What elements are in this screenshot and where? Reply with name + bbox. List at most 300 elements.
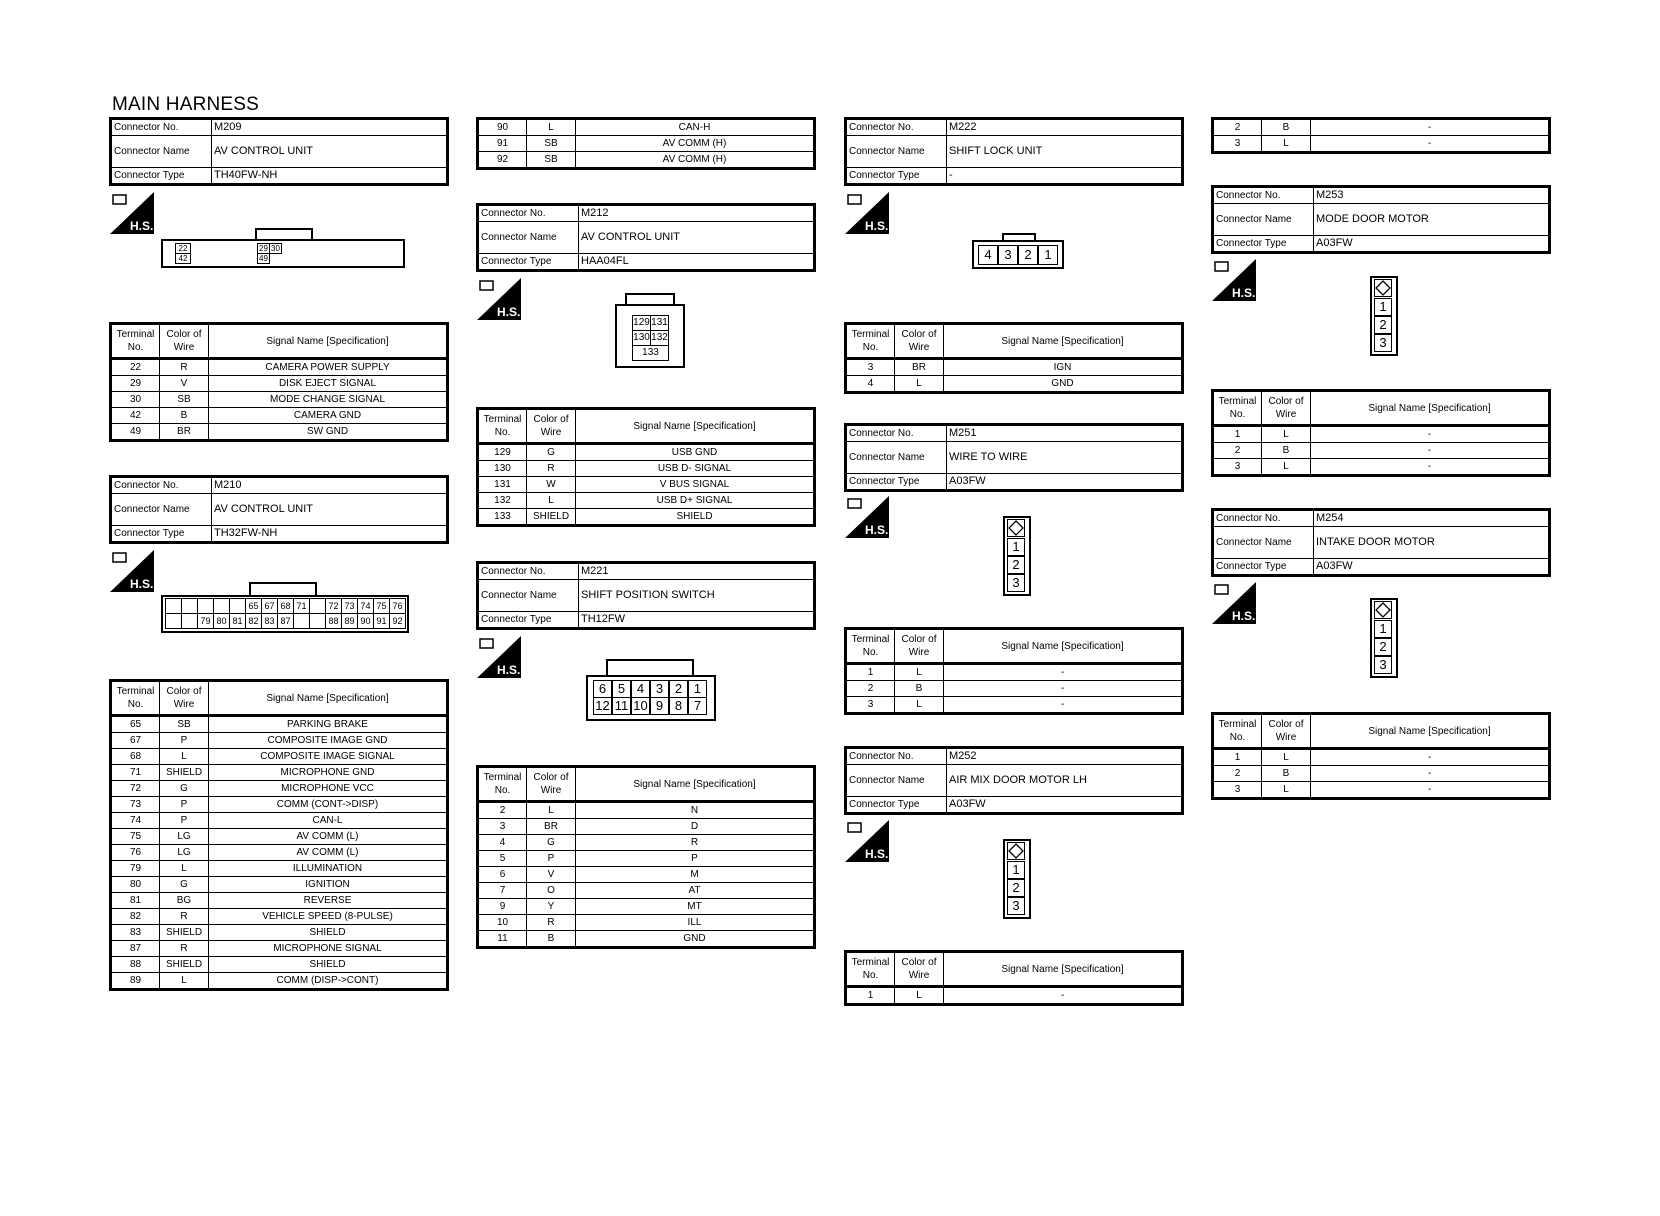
harness-side-icon <box>477 278 521 320</box>
signal-name-cell: CAN-H <box>576 119 815 136</box>
wire-color-cell: LG <box>160 829 209 845</box>
signal-name-cell: - <box>944 987 1183 1005</box>
pin: 1 <box>1374 298 1392 316</box>
wire-color-cell: R <box>160 941 209 957</box>
pin: 79 <box>197 613 214 629</box>
pin: 3 <box>1374 656 1392 674</box>
terminal-no-cell: 3 <box>1213 459 1262 476</box>
table-row <box>111 376 448 392</box>
terminal-no-header: Terminal No. <box>1213 391 1262 426</box>
connector-name-label: Connector Name <box>111 136 212 168</box>
pin: 1 <box>688 680 707 698</box>
table-row <box>111 733 448 749</box>
terminal-no-header: Terminal No. <box>846 629 895 664</box>
terminal-no-cell: 4 <box>846 376 895 393</box>
connector-no-label: Connector No. <box>1213 510 1314 527</box>
terminal-no-cell: 71 <box>111 765 160 781</box>
wire-color-cell: R <box>527 915 576 931</box>
table-row <box>478 819 815 835</box>
wire-color-cell: L <box>1262 426 1311 443</box>
table-row <box>478 931 815 948</box>
harness-side-icon <box>1212 259 1256 301</box>
connector-type-label: Connector Type <box>111 168 212 185</box>
harness-side-icon <box>477 636 521 678</box>
wire-color-cell: P <box>160 797 209 813</box>
signal-name-cell: IGNITION <box>209 877 448 893</box>
table-row <box>1213 766 1550 782</box>
table-row <box>111 941 448 957</box>
signal-name-cell: - <box>1311 426 1550 443</box>
wire-color-cell: V <box>527 867 576 883</box>
pin-blank <box>197 598 214 614</box>
connector-type-value: - <box>947 168 1183 185</box>
table-row <box>478 119 815 136</box>
pin: 2 <box>669 680 688 698</box>
wire-color-cell: G <box>160 877 209 893</box>
connector-m252-terminals-continued <box>1211 117 1551 154</box>
pin: 49 <box>257 253 270 264</box>
terminal-no-cell: 29 <box>111 376 160 392</box>
color-header: Color of Wire <box>527 767 576 802</box>
color-header: Color of Wire <box>1262 714 1311 749</box>
signal-name-cell: SW GND <box>209 424 448 441</box>
terminal-no-cell: 11 <box>478 931 527 948</box>
pin-blank <box>165 598 182 614</box>
pin: 73 <box>341 598 358 614</box>
connector-no-label: Connector No. <box>478 563 579 580</box>
svg-text:H.S.: H.S. <box>497 305 521 319</box>
terminal-no-cell: 68 <box>111 749 160 765</box>
pin: 2 <box>1007 879 1025 897</box>
wire-color-cell: R <box>160 359 209 376</box>
signal-name-cell: - <box>944 664 1183 681</box>
terminal-no-cell: 1 <box>846 664 895 681</box>
table-row <box>111 392 448 408</box>
connector-no-label: Connector No. <box>111 477 212 494</box>
pin: 72 <box>325 598 342 614</box>
table-row <box>111 424 448 441</box>
table-row <box>478 802 815 819</box>
pin: 42 <box>175 253 191 264</box>
connector-m212-diagram <box>615 293 687 375</box>
pin-blank <box>165 613 182 629</box>
pin: 87 <box>277 613 294 629</box>
connector-m222-terminals <box>844 322 1184 394</box>
pin: 92 <box>389 613 406 629</box>
connector-no-value: M210 <box>212 477 448 494</box>
table-row <box>111 909 448 925</box>
signal-name-cell: ILLUMINATION <box>209 861 448 877</box>
wire-color-cell: L <box>1262 749 1311 766</box>
signal-name-cell: DISK EJECT SIGNAL <box>209 376 448 392</box>
pin: 1 <box>1007 538 1025 556</box>
table-row <box>111 861 448 877</box>
terminal-no-cell: 67 <box>111 733 160 749</box>
pin: 12 <box>593 697 612 715</box>
wire-color-cell: L <box>160 749 209 765</box>
terminal-no-cell: 3 <box>846 697 895 714</box>
wire-color-cell: SB <box>527 152 576 169</box>
connector-no-value: M212 <box>579 205 815 222</box>
harness-side-icon <box>845 192 889 234</box>
connector-type-label: Connector Type <box>111 526 212 543</box>
svg-text:H.S.: H.S. <box>1232 286 1256 300</box>
terminal-no-cell: 10 <box>478 915 527 931</box>
terminal-no-cell: 74 <box>111 813 160 829</box>
pin-blank <box>293 613 310 629</box>
terminal-no-cell: 3 <box>1213 782 1262 799</box>
connector-name-label: Connector Name <box>1213 527 1314 559</box>
terminal-no-cell: 3 <box>846 359 895 376</box>
signal-name-cell: USB D- SIGNAL <box>576 461 815 477</box>
connector-type-value: TH12FW <box>579 612 815 629</box>
pin: 1 <box>1007 861 1025 879</box>
signal-name-cell: SHIELD <box>209 925 448 941</box>
connector-m209-diagram <box>161 228 405 268</box>
table-row <box>111 797 448 813</box>
signal-name-cell: AV COMM (L) <box>209 845 448 861</box>
signal-name-cell: - <box>944 697 1183 714</box>
wire-color-cell: R <box>160 909 209 925</box>
terminal-no-cell: 1 <box>846 987 895 1005</box>
table-row <box>111 973 448 990</box>
connector-m209-info <box>109 117 449 186</box>
wire-color-cell: SB <box>527 136 576 152</box>
table-row <box>478 136 815 152</box>
terminal-no-cell: 3 <box>478 819 527 835</box>
table-row <box>111 813 448 829</box>
terminal-no-cell: 73 <box>111 797 160 813</box>
connector-no-label: Connector No. <box>1213 187 1314 204</box>
connector-m253-terminals <box>1211 389 1551 477</box>
pin-blank <box>181 598 198 614</box>
terminal-no-cell: 72 <box>111 781 160 797</box>
terminal-no-header: Terminal No. <box>846 952 895 987</box>
connector-name-value: WIRE TO WIRE <box>947 442 1183 474</box>
signal-name-cell: COMM (DISP->CONT) <box>209 973 448 990</box>
terminal-no-cell: 82 <box>111 909 160 925</box>
connector-no-label: Connector No. <box>846 119 947 136</box>
signal-name-cell: CAN-L <box>209 813 448 829</box>
terminal-no-cell: 2 <box>478 802 527 819</box>
signal-name-cell: MICROPHONE GND <box>209 765 448 781</box>
connector-m251-terminals <box>844 627 1184 715</box>
pin: 71 <box>293 598 310 614</box>
wire-color-cell: R <box>527 461 576 477</box>
signal-name-cell: ILL <box>576 915 815 931</box>
connector-m254-info <box>1211 508 1551 577</box>
terminal-no-cell: 91 <box>478 136 527 152</box>
pin: 11 <box>612 697 631 715</box>
connector-no-value: M222 <box>947 119 1183 136</box>
connector-m212-terminals <box>476 407 816 527</box>
harness-side-icon <box>1212 582 1256 624</box>
connector-m253-info <box>1211 185 1551 254</box>
signal-name-cell: COMM (CONT->DISP) <box>209 797 448 813</box>
harness-side-icon <box>845 820 889 862</box>
wire-color-cell: B <box>160 408 209 424</box>
terminal-no-cell: 133 <box>478 509 527 526</box>
terminal-no-cell: 75 <box>111 829 160 845</box>
signal-name-cell: - <box>944 681 1183 697</box>
signal-name-cell: SHIELD <box>209 957 448 973</box>
terminal-no-cell: 3 <box>1213 136 1262 153</box>
terminal-no-cell: 81 <box>111 893 160 909</box>
pin: 1 <box>1374 620 1392 638</box>
signal-name-cell: AV COMM (L) <box>209 829 448 845</box>
wire-color-cell: Y <box>527 899 576 915</box>
terminal-no-header: Terminal No. <box>846 324 895 359</box>
connector-no-label: Connector No. <box>478 205 579 222</box>
connector-type-label: Connector Type <box>846 168 947 185</box>
connector-m251-info <box>844 423 1184 492</box>
connector-type-label: Connector Type <box>478 254 579 271</box>
signal-header: Signal Name [Specification] <box>209 324 448 359</box>
table-row <box>846 681 1183 697</box>
signal-name-cell: CAMERA POWER SUPPLY <box>209 359 448 376</box>
signal-name-cell: USB GND <box>576 444 815 461</box>
connector-m251-diagram <box>1003 516 1035 598</box>
connector-name-value: SHIFT POSITION SWITCH <box>579 580 815 612</box>
signal-name-cell: GND <box>576 931 815 948</box>
terminal-no-cell: 5 <box>478 851 527 867</box>
table-row <box>1213 749 1550 766</box>
connector-m252-diagram <box>1003 839 1035 921</box>
connector-name-label: Connector Name <box>111 494 212 526</box>
table-row <box>1213 119 1550 136</box>
table-row <box>478 461 815 477</box>
wire-color-cell: L <box>160 973 209 990</box>
table-row <box>111 716 448 733</box>
table-row <box>478 444 815 461</box>
pin: 1 <box>1038 245 1058 265</box>
table-row <box>846 987 1183 1005</box>
table-row <box>1213 136 1550 153</box>
terminal-no-cell: 1 <box>1213 426 1262 443</box>
signal-name-cell: MODE CHANGE SIGNAL <box>209 392 448 408</box>
connector-name-value: AV CONTROL UNIT <box>579 222 815 254</box>
table-row <box>111 925 448 941</box>
wire-color-cell: V <box>160 376 209 392</box>
connector-m222-info <box>844 117 1184 186</box>
table-row <box>111 749 448 765</box>
table-row <box>846 359 1183 376</box>
pin: 3 <box>1374 334 1392 352</box>
signal-name-cell: - <box>1311 136 1550 153</box>
wire-color-cell: B <box>1262 766 1311 782</box>
table-row <box>478 851 815 867</box>
signal-header: Signal Name [Specification] <box>944 324 1183 359</box>
connector-name-label: Connector Name <box>478 580 579 612</box>
wire-color-cell: BR <box>527 819 576 835</box>
svg-text:H.S.: H.S. <box>865 847 889 861</box>
table-row <box>478 883 815 899</box>
signal-header: Signal Name [Specification] <box>209 681 448 716</box>
pin: 90 <box>357 613 374 629</box>
svg-text:H.S.: H.S. <box>497 663 521 677</box>
connector-name-label: Connector Name <box>1213 204 1314 236</box>
pin: 132 <box>650 330 669 346</box>
connector-type-value: TH32FW-NH <box>212 526 448 543</box>
pin: 2 <box>1007 556 1025 574</box>
signal-name-cell: R <box>576 835 815 851</box>
wire-color-cell: L <box>895 664 944 681</box>
table-row <box>111 829 448 845</box>
connector-type-value: A03FW <box>1314 236 1550 253</box>
pin: 81 <box>229 613 246 629</box>
signal-name-cell: MT <box>576 899 815 915</box>
signal-name-cell: N <box>576 802 815 819</box>
pin-blank <box>229 598 246 614</box>
terminal-no-cell: 132 <box>478 493 527 509</box>
signal-header: Signal Name [Specification] <box>1311 714 1550 749</box>
table-row <box>478 867 815 883</box>
connector-no-label: Connector No. <box>846 748 947 765</box>
signal-header: Signal Name [Specification] <box>944 629 1183 664</box>
connector-m210-diagram <box>161 582 411 634</box>
signal-name-cell: GND <box>944 376 1183 393</box>
color-header: Color of Wire <box>895 629 944 664</box>
terminal-no-header: Terminal No. <box>111 324 160 359</box>
terminal-no-cell: 88 <box>111 957 160 973</box>
connector-no-value: M252 <box>947 748 1183 765</box>
table-row <box>111 893 448 909</box>
pin: 3 <box>1007 574 1025 592</box>
pin: 6 <box>593 680 612 698</box>
svg-text:H.S.: H.S. <box>1232 609 1256 623</box>
terminal-no-cell: 76 <box>111 845 160 861</box>
pin: 83 <box>261 613 278 629</box>
pin-blank <box>181 613 198 629</box>
signal-name-cell: MICROPHONE VCC <box>209 781 448 797</box>
page-title: MAIN HARNESS <box>112 94 260 115</box>
wire-color-cell: L <box>895 697 944 714</box>
signal-name-cell: VEHICLE SPEED (8-PULSE) <box>209 909 448 925</box>
connector-no-label: Connector No. <box>111 119 212 136</box>
pin: 131 <box>650 315 669 331</box>
connector-name-value: MODE DOOR MOTOR <box>1314 204 1550 236</box>
wire-color-cell: L <box>1262 782 1311 799</box>
pin: 7 <box>688 697 707 715</box>
connector-m209-terminals <box>109 322 449 442</box>
connector-name-label: Connector Name <box>846 442 947 474</box>
svg-text:H.S.: H.S. <box>130 219 154 233</box>
connector-no-value: M253 <box>1314 187 1550 204</box>
pin: 8 <box>669 697 688 715</box>
wire-color-cell: BR <box>895 359 944 376</box>
connector-m210-info <box>109 475 449 544</box>
wire-color-cell: SHIELD <box>527 509 576 526</box>
pin: 75 <box>373 598 390 614</box>
table-row <box>478 477 815 493</box>
terminal-no-cell: 2 <box>1213 119 1262 136</box>
terminal-no-cell: 131 <box>478 477 527 493</box>
connector-m221-diagram <box>586 659 716 725</box>
connector-no-label: Connector No. <box>846 425 947 442</box>
pin: 2 <box>1374 316 1392 334</box>
pin: 2 <box>1018 245 1038 265</box>
connector-name-value: INTAKE DOOR MOTOR <box>1314 527 1550 559</box>
signal-name-cell: CAMERA GND <box>209 408 448 424</box>
wire-color-cell: B <box>527 931 576 948</box>
svg-text:H.S.: H.S. <box>865 523 889 537</box>
wire-color-cell: W <box>527 477 576 493</box>
terminal-no-cell: 6 <box>478 867 527 883</box>
table-row <box>846 697 1183 714</box>
terminal-no-cell: 4 <box>478 835 527 851</box>
terminal-no-cell: 2 <box>846 681 895 697</box>
terminal-no-cell: 130 <box>478 461 527 477</box>
signal-name-cell: IGN <box>944 359 1183 376</box>
signal-name-cell: D <box>576 819 815 835</box>
signal-name-cell: COMPOSITE IMAGE SIGNAL <box>209 749 448 765</box>
connector-type-value: A03FW <box>947 797 1183 814</box>
terminal-no-header: Terminal No. <box>111 681 160 716</box>
connector-name-value: AV CONTROL UNIT <box>212 494 448 526</box>
connector-no-value: M254 <box>1314 510 1550 527</box>
wire-color-cell: L <box>895 376 944 393</box>
terminal-no-cell: 42 <box>111 408 160 424</box>
wire-color-cell: SHIELD <box>160 957 209 973</box>
pin: 3 <box>998 245 1018 265</box>
connector-m252-terminals <box>844 950 1184 1006</box>
signal-name-cell: V BUS SIGNAL <box>576 477 815 493</box>
harness-side-icon <box>110 192 154 234</box>
terminal-no-cell: 83 <box>111 925 160 941</box>
wire-color-cell: P <box>160 813 209 829</box>
connector-m221-terminals <box>476 765 816 949</box>
signal-name-cell: PARKING BRAKE <box>209 716 448 733</box>
wire-color-cell: L <box>1262 136 1311 153</box>
signal-name-cell: AT <box>576 883 815 899</box>
terminal-no-cell: 2 <box>1213 443 1262 459</box>
connector-name-value: SHIFT LOCK UNIT <box>947 136 1183 168</box>
color-header: Color of Wire <box>160 324 209 359</box>
terminal-no-cell: 92 <box>478 152 527 169</box>
pin-blank <box>309 613 326 629</box>
table-row <box>1213 443 1550 459</box>
color-header: Color of Wire <box>527 409 576 444</box>
color-header: Color of Wire <box>895 952 944 987</box>
signal-name-cell: M <box>576 867 815 883</box>
terminal-no-cell: 65 <box>111 716 160 733</box>
connector-type-label: Connector Type <box>1213 559 1314 576</box>
connector-type-value: A03FW <box>1314 559 1550 576</box>
connector-name-value: AV CONTROL UNIT <box>212 136 448 168</box>
signal-header: Signal Name [Specification] <box>576 767 815 802</box>
table-row <box>478 899 815 915</box>
pin: 3 <box>650 680 669 698</box>
connector-no-value: M251 <box>947 425 1183 442</box>
color-header: Color of Wire <box>1262 391 1311 426</box>
terminal-no-cell: 49 <box>111 424 160 441</box>
signal-name-cell: - <box>1311 119 1550 136</box>
pin: 89 <box>341 613 358 629</box>
table-row <box>111 957 448 973</box>
terminal-no-cell: 129 <box>478 444 527 461</box>
terminal-no-cell: 79 <box>111 861 160 877</box>
connector-name-label: Connector Name <box>846 136 947 168</box>
terminal-no-header: Terminal No. <box>478 409 527 444</box>
wire-color-cell: L <box>895 987 944 1005</box>
table-row <box>111 845 448 861</box>
signal-header: Signal Name [Specification] <box>1311 391 1550 426</box>
pin: 129 <box>632 315 651 331</box>
pin: 91 <box>373 613 390 629</box>
connector-m253-diagram <box>1370 276 1402 358</box>
terminal-no-cell: 1 <box>1213 749 1262 766</box>
signal-header: Signal Name [Specification] <box>944 952 1183 987</box>
